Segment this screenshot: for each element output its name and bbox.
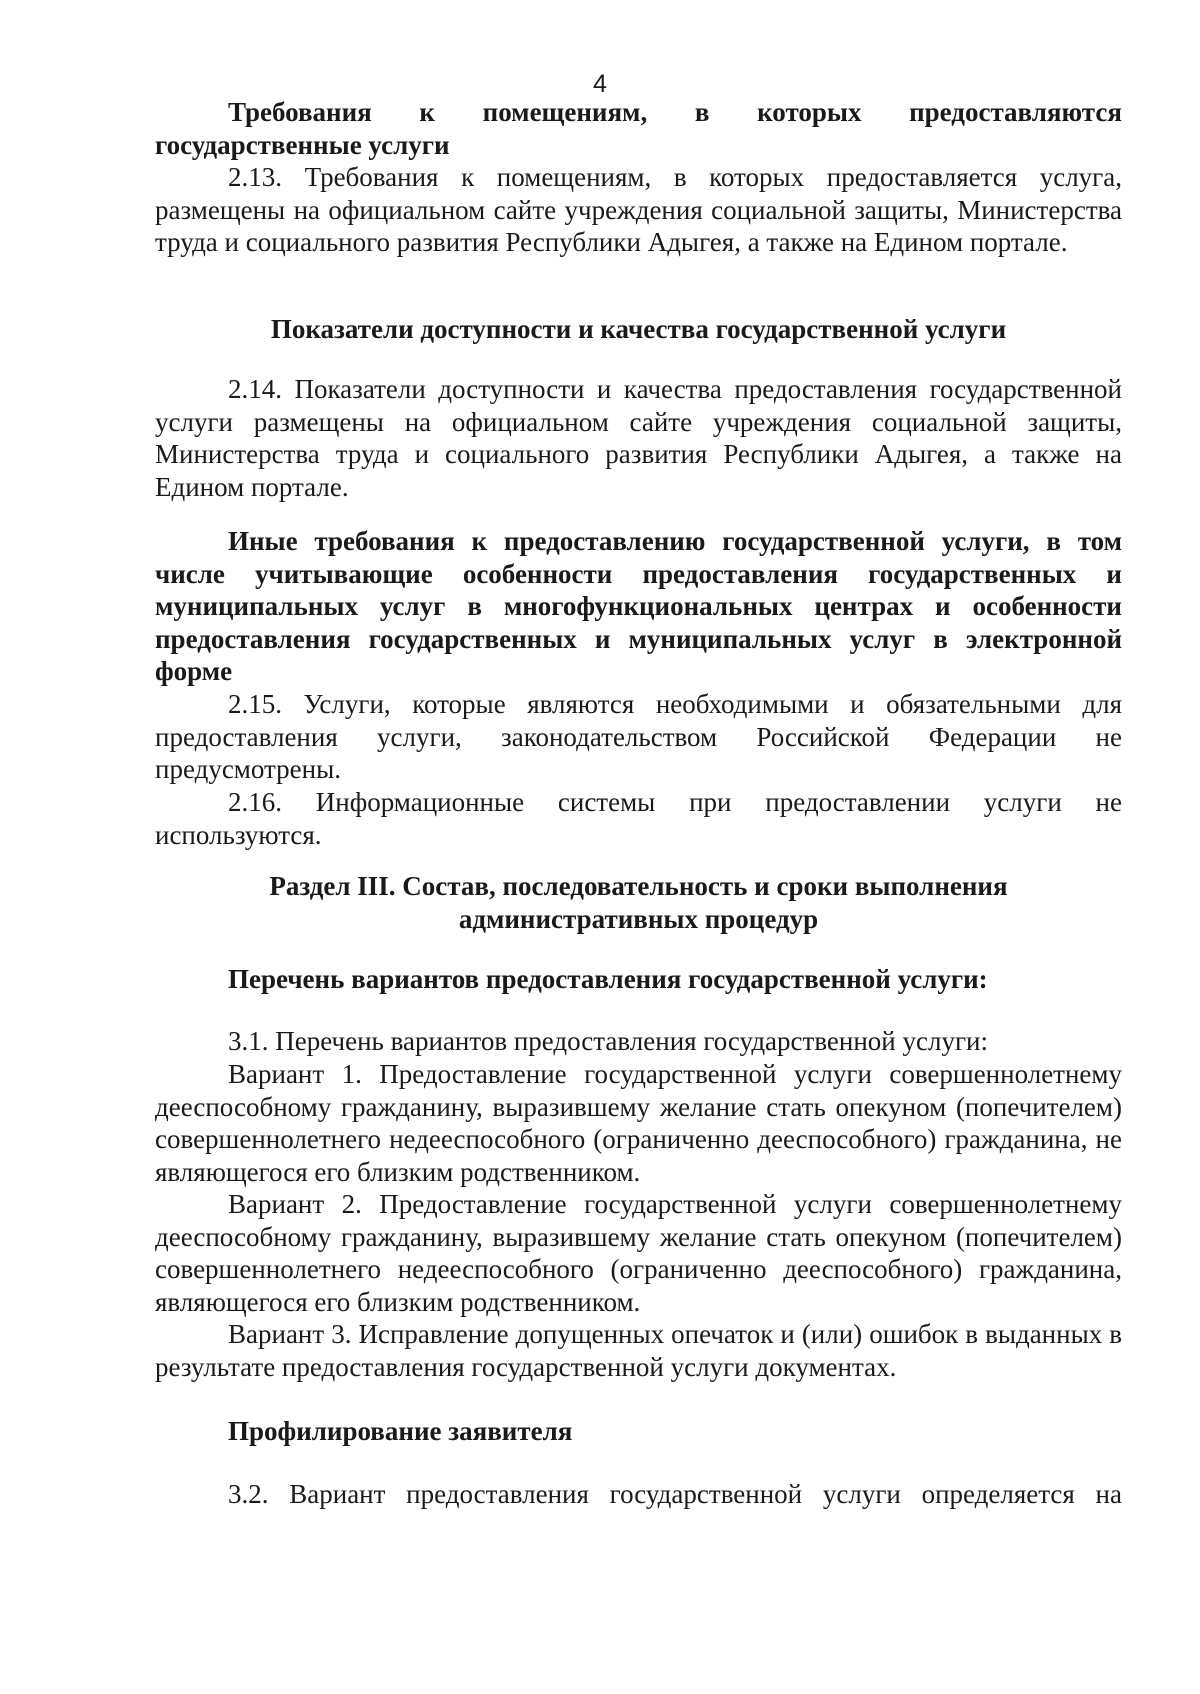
- heading-section-3-line-2: административных процедур: [458, 903, 819, 934]
- heading-section-3: [155, 870, 1122, 935]
- paragraph-variant-3: Вариант 3. Исправление допущенных опечаток и (или) ошибок в выданных в результате предоставления государственной услуги документах.: [155, 1319, 1122, 1382]
- heading-section-3-line-1: Раздел III. Состав, последовательность и сроки выполнения: [269, 871, 1008, 901]
- paragraph-variant-1: Вариант 1. Предоставление государственной услуги совершеннолетнему дееспособному гражданину, выразившему желание стать опекуном (попечителем) совершеннолетнего недееспособного (ограниченно дееспособного) гражданина, не являющегося его близким родственником.: [155, 1059, 1122, 1187]
- paragraph-2-13: 2.13. Требования к помещениям, в которых предоставляется услуга, размещены на официальном сайте учреждения социальной защиты, Министерства труда и социального развития Республики Адыгея, а также на Едином портале.: [155, 162, 1122, 257]
- heading-premises-requirements: Требования к помещениям, в которых предоставляются государственные услуги: [155, 97, 1122, 160]
- paragraph-3-1: 3.1. Перечень вариантов предоставления государственной услуги:: [228, 1026, 988, 1056]
- paragraph-3-2: 3.2. Вариант предоставления государственной услуги определяется на: [228, 1479, 1122, 1509]
- heading-accessibility-indicators: Показатели доступности и качества государственной услуги: [270, 314, 1007, 344]
- page-number: 4: [593, 70, 607, 98]
- heading-other-requirements: Иные требования к предоставлению государственной услуги, в том числе учитывающие особенности предоставления государственных и муниципальных услуг в многофункциональных центрах и особенности предоставления государственных и муниципальных услуг в электронной форме: [155, 526, 1122, 686]
- heading-service-variants: Перечень вариантов предоставления государственной услуги:: [228, 964, 988, 994]
- paragraph-2-15: 2.15. Услуги, которые являются необходимыми и обязательными для предоставления услуги, законодательством Российской Федерации не предусмотрены.: [155, 689, 1122, 784]
- paragraph-variant-2: Вариант 2. Предоставление государственной услуги совершеннолетнему дееспособному гражданину, выразившему желание стать опекуном (попечителем) совершеннолетнего недееспособного (ограниченно дееспособного) гражданина, являющегося его близким родственником.: [155, 1189, 1122, 1317]
- heading-applicant-profiling: Профилирование заявителя: [228, 1416, 573, 1446]
- paragraph-2-16: 2.16. Информационные системы при предоставлении услуги не используются.: [155, 787, 1122, 850]
- paragraph-2-14: 2.14. Показатели доступности и качества предоставления государственной услуги размещены на официальном сайте учреждения социальной защиты, Министерства труда и социального развития Республики Адыгея, а также на Едином портале.: [155, 374, 1122, 502]
